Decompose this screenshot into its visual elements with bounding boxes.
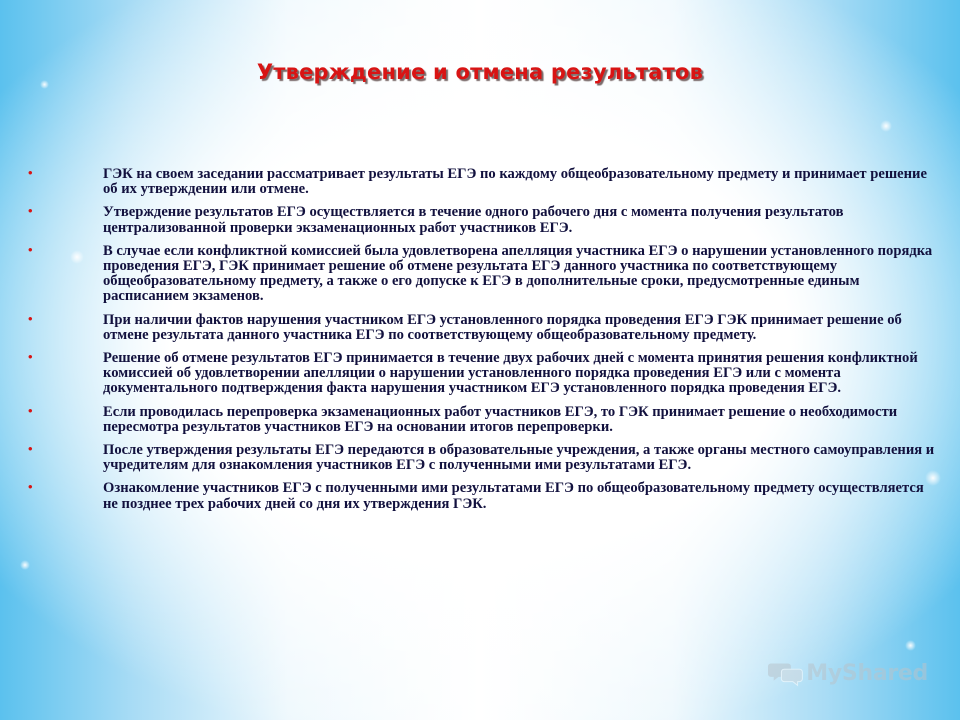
- background-sparkle: [880, 120, 892, 132]
- background-sparkle: [20, 560, 30, 570]
- bullet-marker: •: [28, 479, 33, 495]
- bullet-text: После утверждения результаты ЕГЭ передаются в образовательные учреждения, а также органы местного самоуправления и учредителям для ознакомления участников ЕГЭ с полученными ими результатами ЕГЭ.: [103, 442, 935, 474]
- bullet-marker: •: [28, 310, 33, 326]
- bullet-text: При наличии фактов нарушения участником ЕГЭ установленного порядка проведения ЕГЭ ГЭК принимает решение об отмене результата данного участника ЕГЭ по соответствующему общеобразовательному предмету.: [103, 311, 902, 343]
- bullet-marker: •: [28, 441, 33, 457]
- bullet-marker: •: [28, 203, 33, 219]
- bullet-text: Если проводилась перепроверка экзаменационных работ участников ЕГЭ, то ГЭК принимает решение о необходимости пересмотра результатов участников ЕГЭ на основании итогов перепроверки.: [103, 403, 898, 435]
- bullet-marker: •: [28, 241, 33, 257]
- chat-bubbles-icon: [768, 659, 804, 687]
- bullet-list: [28, 167, 940, 512]
- bullet-text: ГЭК на своем заседании рассматривает результаты ЕГЭ по каждому общеобразовательному предмету и принимает решение об их утверждении или отмене.: [103, 166, 927, 198]
- bullet-marker: •: [28, 165, 33, 180]
- bullet-text: В случае если конфликтной комиссией была удовлетворена апелляция участника ЕГЭ о нарушении установленного порядка проведения ЕГЭ, ГЭК принимает решение об отмене результата ЕГЭ данного участника по соответствующему общеобразовательному предмету, а также о его допуске к ЕГЭ в дополнительные сроки, предусмотренные единым расписанием экзаменов.: [103, 242, 933, 305]
- bullet-text: Утверждение результатов ЕГЭ осуществляется в течение одного рабочего дня с момента получения результатов централизованной проверки экзаменационных работ участников ЕГЭ.: [103, 204, 844, 236]
- bullet-text: Решение об отмене результатов ЕГЭ принимается в течение двух рабочих дней с момента принятия решения конфликтной комиссией об удовлетворении апелляции о нарушении установленного порядка проведения ЕГЭ или с момента документального подтверждения факта нарушения участником ЕГЭ установленного порядка проведения ЕГЭ.: [103, 350, 918, 397]
- list-item: [28, 241, 940, 305]
- slide-content: [28, 167, 940, 520]
- bullet-text: Ознакомление участников ЕГЭ с полученными ими результатами ЕГЭ по общеобразовательному предмету осуществляется не позднее трех рабочих дней со дня их утверждения ГЭК.: [103, 480, 924, 512]
- watermark: [768, 658, 928, 688]
- list-item: [28, 205, 940, 235]
- background-sparkle: [905, 640, 916, 651]
- list-item: [28, 481, 940, 511]
- list-item: [28, 351, 940, 397]
- slide-title: Утверждение и отмена результатов: [256, 60, 704, 84]
- list-item: [28, 443, 940, 473]
- list-item: [28, 310, 940, 343]
- list-item: [28, 167, 940, 197]
- list-item: [28, 402, 940, 435]
- bullet-marker: •: [28, 349, 33, 365]
- watermark-text: MyShared: [806, 660, 928, 686]
- bullet-marker: •: [28, 402, 33, 418]
